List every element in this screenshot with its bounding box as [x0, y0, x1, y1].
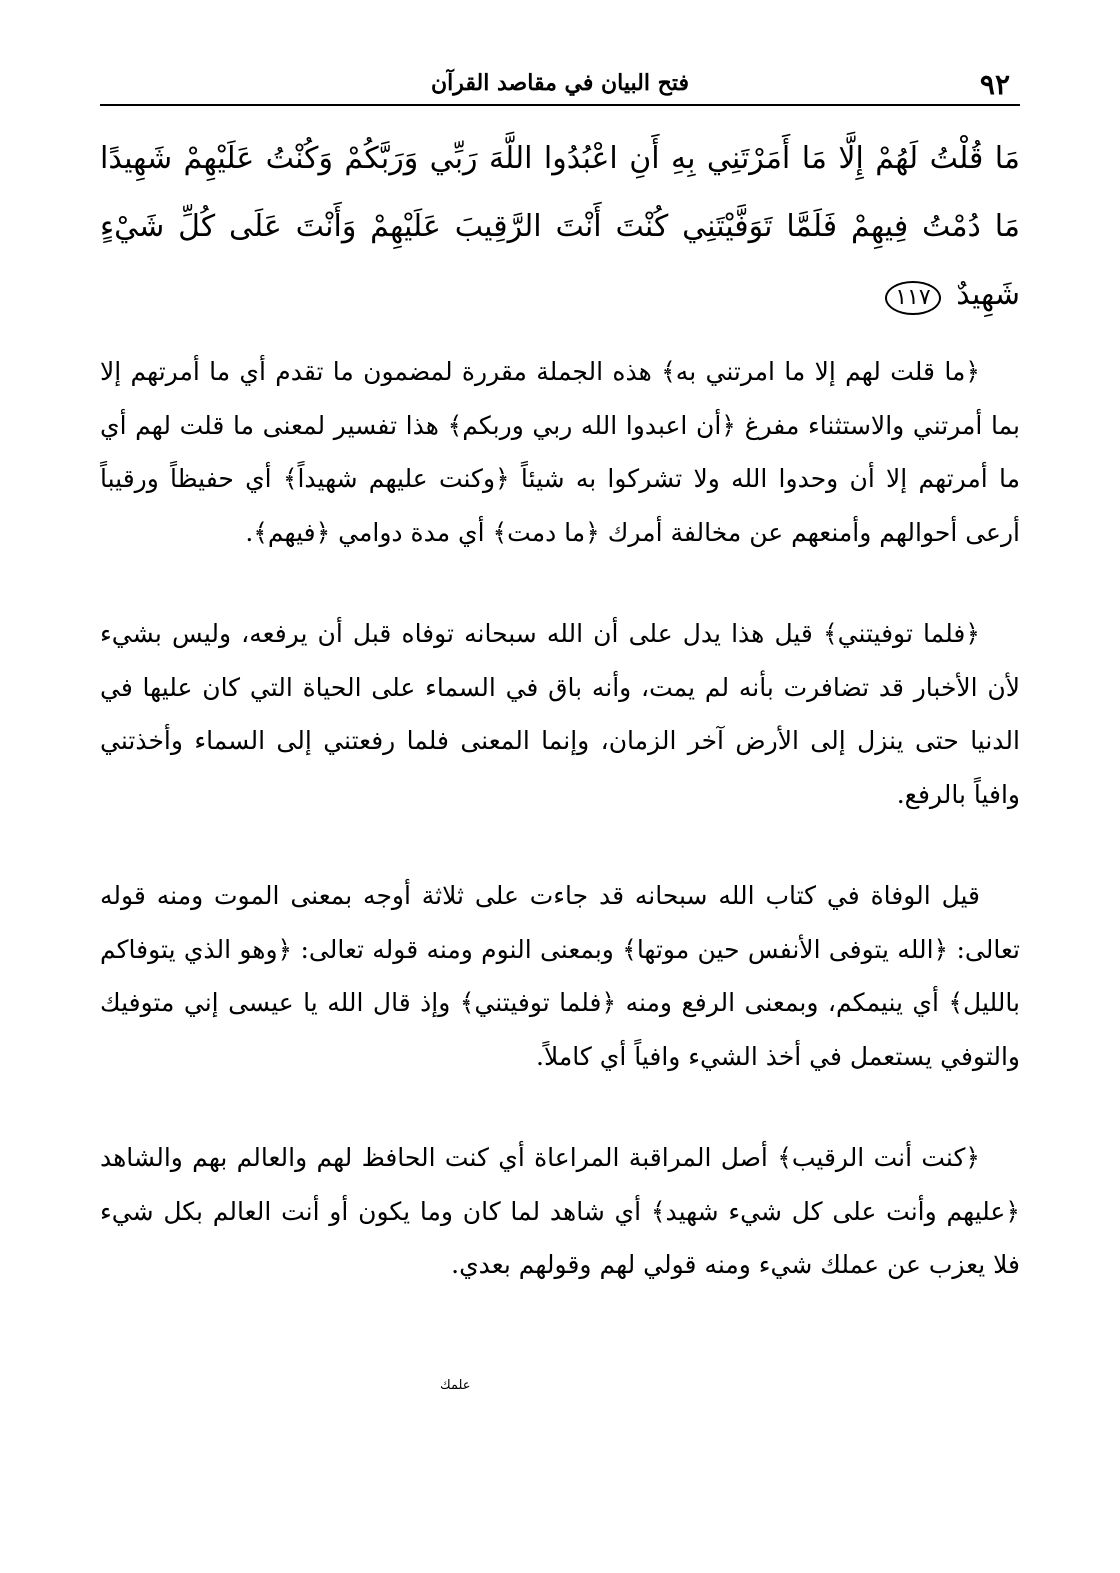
verse-number-marker: ١١٧	[885, 281, 940, 315]
running-title: فتح البيان في مقاصد القرآن	[431, 70, 689, 96]
commentary-paragraph: ﴿كنت أنت الرقيب﴾ أصل المراقبة المراعاة أي كنت الحافظ لهم والعالم بهم والشاهد ﴿عليهم وأنت على كل شيء شهيد﴾ أي شاهد لما كان وما يكون أو أنت العالم بكل شيء فلا يعزب عن عملك شيء ومنه قولي لهم وقولهم بعدي.	[100, 1143, 1020, 1279]
quran-verse	[100, 125, 1020, 329]
verse-text: مَا قُلْتُ لَهُمْ إِلَّا مَا أَمَرْتَنِي بِهِ أَنِ اعْبُدُوا اللَّهَ رَبِّي وَرَبَّكُمْ وَكُنْتُ عَلَيْهِمْ شَهِيدًا مَا دُمْتُ فِيهِمْ فَلَمَّا تَوَفَّيْتَنِي كُنْتَ أَنْتَ الرَّقِيبَ عَلَيْهِمْ وَأَنْتَ عَلَى كُلِّ شَيْءٍ شَهِيدٌ	[100, 141, 1020, 312]
page-number: ٩٢	[979, 68, 1010, 101]
page-header	[100, 60, 1020, 106]
commentary-paragraph: قيل الوفاة في كتاب الله سبحانه قد جاءت على ثلاثة أوجه بمعنى الموت ومنه قوله تعالى: ﴿الله يتوفى الأنفس حين موتها﴾ وبمعنى النوم ومنه قوله تعالى: ﴿وهو الذي يتوفاكم بالليل﴾ أي ينيمكم، وبمعنى الرفع ومنه ﴿فلما توفيتني﴾ وإذ قال الله يا عيسى إني متوفيك والتوفي يستعمل في أخذ الشيء وافياً أي كاملاً.	[100, 881, 1020, 1071]
header-divider	[100, 104, 1020, 106]
commentary-paragraph: ﴿فلما توفيتني﴾ قيل هذا يدل على أن الله سبحانه توفاه قبل أن يرفعه، وليس بشيء لأن الأخبار قد تضافرت بأنه لم يمت، وأنه باق في السماء على الحياة التي كان عليها في الدنيا حتى ينزل إلى الأرض آخر الزمان، وإنما المعنى فلما رفعتني إلى السماء وأخذتني وافياً بالرفع.	[100, 619, 1020, 809]
commentary-body	[100, 345, 1020, 1340]
commentary-paragraph: ﴿ما قلت لهم إلا ما امرتني به﴾ هذه الجملة مقررة لمضمون ما تقدم أي ما أمرتهم إلا بما أمرتني والاستثناء مفرغ ﴿أن اعبدوا الله ربي وربكم﴾ هذا تفسير لمعنى ما قلت لهم أي ما أمرتهم إلا أن وحدوا الله ولا تشركوا به شيئاً ﴿وكنت عليهم شهيداً﴾ أي حفيظاً ورقيباً أرعى أحوالهم وأمنعهم عن مخالفة أمرك ﴿ما دمت﴾ أي مدة دوامي ﴿فيهم﴾.	[100, 357, 1020, 547]
handwritten-margin-note: علمك	[440, 1378, 471, 1393]
